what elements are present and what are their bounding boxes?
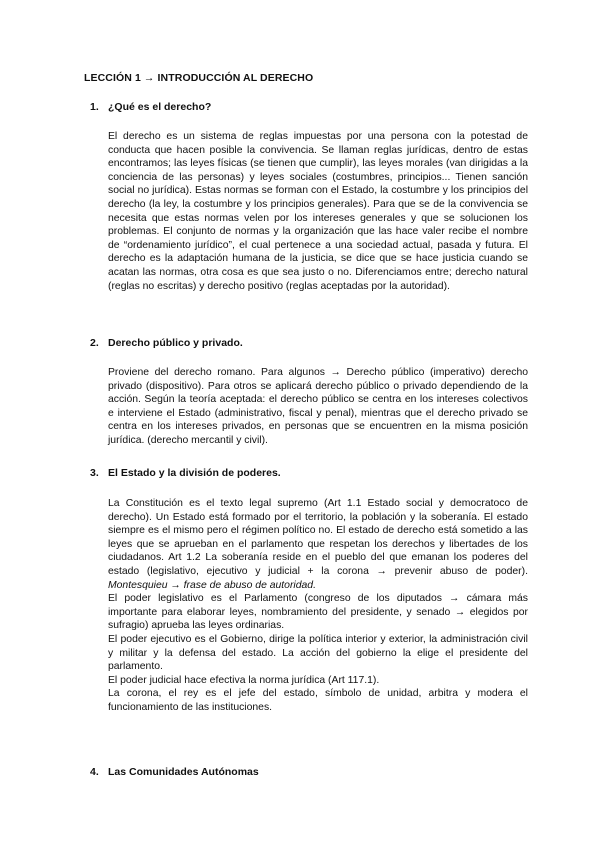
section-2-body xyxy=(108,366,528,448)
section-3-body xyxy=(108,497,528,715)
section-3-italic-note: Montesquieu → frase de abuso de autoridad. xyxy=(108,579,316,591)
section-2-title: Derecho público y privado. xyxy=(108,337,243,349)
section-4-heading xyxy=(90,766,259,778)
section-3-paragraph-legislativo: El poder legislativo es el Parlamento (congreso de los diputados → cámara más importante para elaborar leyes, nombramiento del presidente, y senado → elegidos por sufragio) aprueba las leyes ordinarias. xyxy=(108,593,528,632)
section-1-paragraph: El derecho es un sistema de reglas impuestas por una persona con la potestad de conducta que hacen posible la convivencia. Se llaman reglas jurídicas, dentro de estas encontramos; las leyes físicas (se tienen que cumplir), las leyes morales (van dirigidas a la conciencia de las personas) y leyes sociales (costumbres, principios... Tienen sanción social no jurídica). Estas normas se forman con el Estado, la costumbre y los principios del derecho (la ley, la costumbre y los principios generales). Para que se de la convivencia se necesita que estas normas velen por los intereses generales y que se solucionen los problemas. El conjunto de normas y la organización que las hace valer recibe el nombre de “ordenamiento jurídico”, el cual pertenece a una sociedad actual, pasada y futura. El derecho es la adaptación humana de la justicia, se dice que se hace justicia cuando se acatan las normas, otra cosa es que sea justo o no. Diferenciamos entre; derecho natural (reglas no escritas) y derecho positivo (reglas aceptadas por la autoridad). xyxy=(108,131,528,292)
section-4-number: 4. xyxy=(90,766,99,778)
section-3-paragraph-main xyxy=(108,497,528,592)
page-title: LECCIÓN 1 → INTRODUCCIÓN AL DERECHO xyxy=(84,72,314,84)
section-1-heading xyxy=(90,101,211,113)
section-2-paragraph: Proviene del derecho romano. Para algunos → Derecho público (imperativo) derecho privado (dispositivo). Para otros se aplicará derecho público o privado dependiendo de la acción. Según la teoría aceptada: el derecho público se centra en los intereses colectivos e interviene el Estado (administrativo, fiscal y penal), mientras que el derecho privado se centra en los intereses privados, en personas que se encuentren en la misma posición jurídica. (derecho mercantil y civil). xyxy=(108,367,528,446)
section-3-heading xyxy=(90,467,281,479)
section-1-number: 1. xyxy=(90,101,99,113)
section-3-paragraph-judicial: El poder judicial hace efectiva la norma jurídica (Art 117.1). xyxy=(108,674,380,686)
section-2-number: 2. xyxy=(90,337,99,349)
section-3-number: 3. xyxy=(90,467,99,479)
section-1-title: ¿Qué es el derecho? xyxy=(108,101,212,113)
section-3-paragraph-corona: La corona, el rey es el jefe del estado, símbolo de unidad, arbitra y modera el funcionamiento de las instituciones. xyxy=(108,688,528,713)
section-3-main-text: La Constitución es el texto legal supremo (Art 1.1 Estado social y democratoco de derecho). Un Estado está formado por el territorio, la población y la soberanía. El estado siempre es el mismo pero el régimen político no. El estado de derecho está sometido a las leyes que se aprueban en el parlamento que respetan los derechos y libertades de los ciudadanos. Art 1.2 La soberanía reside en el pueblo del que emanan los poderes del estado (legislativo, ejecutivo y judicial + la corona → prevenir abuso de poder). xyxy=(108,498,528,577)
section-3-title: El Estado y la división de poderes. xyxy=(108,467,281,479)
section-4-title: Las Comunidades Autónomas xyxy=(108,766,259,778)
section-3-paragraph-ejecutivo: El poder ejecutivo es el Gobierno, dirige la política interior y exterior, la administración civil y militar y la defensa del estado. La acción del gobierno la elige el presidente del parlamento. xyxy=(108,633,528,673)
section-2-heading xyxy=(90,337,243,349)
section-1-body xyxy=(108,130,528,293)
